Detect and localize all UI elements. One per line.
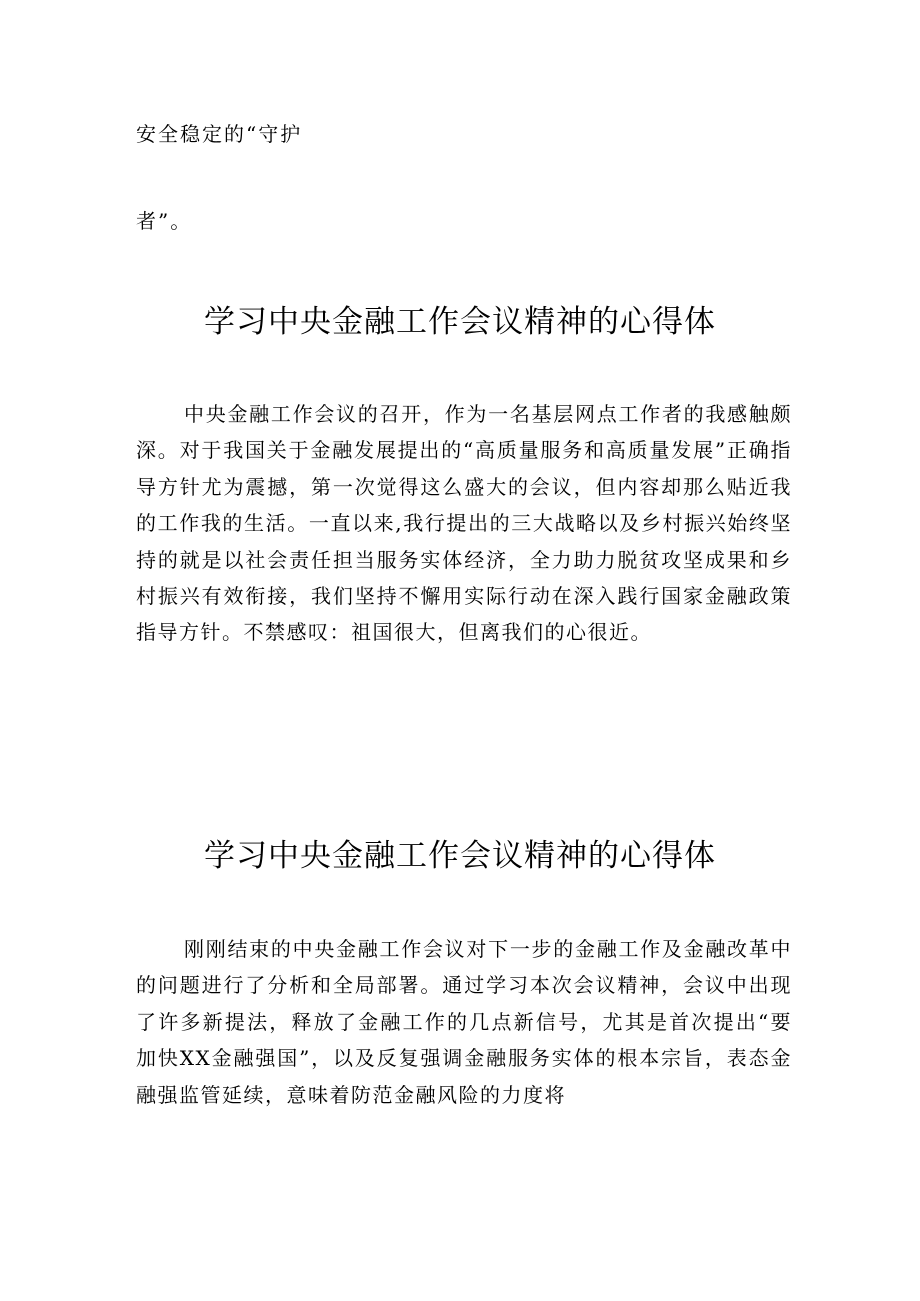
section-paragraph: 中央金融工作会议的召开，作为一名基层网点工作者的我感触颇深。对于我国关于金融发展提出的“高质量服务和高质量发展”正确指导方针尤为震撼，第一次觉得这么盛大的会议，但内容却那么贴近我的工作我的生活。一直以来,我行提出的三大战略以及乡村振兴始终坚持的就是以社会责任担当服务实体经济，全力助力脱贫攻坚成果和乡村振兴有效衔接，我们坚持不懈用实际行动在深入践行国家金融政策指导方针。不禁感叹：祖国很大，但离我们的心很近。 <box>136 402 792 645</box>
section-heading: 学习中央金融工作会议精神的心得体 <box>204 838 716 874</box>
section-heading: 学习中央金融工作会议精神的心得体 <box>204 304 716 340</box>
section-paragraph: 刚刚结束的中央金融工作会议对下一步的金融工作及金融改革中的问题进行了分析和全局部署。通过学习本次会议精神，会议中出现了许多新提法，释放了金融工作的几点新信号，尤其是首次提出“要加快XX金融强国”，以及反复强调金融服务实体的根本宗旨，表态金融强监管延续，意味着防范金融风险的力度将 <box>136 937 792 1107</box>
continued-text-line: 者”。 <box>136 209 193 233</box>
continued-text-line: 安全稳定的“守护 <box>136 122 303 146</box>
